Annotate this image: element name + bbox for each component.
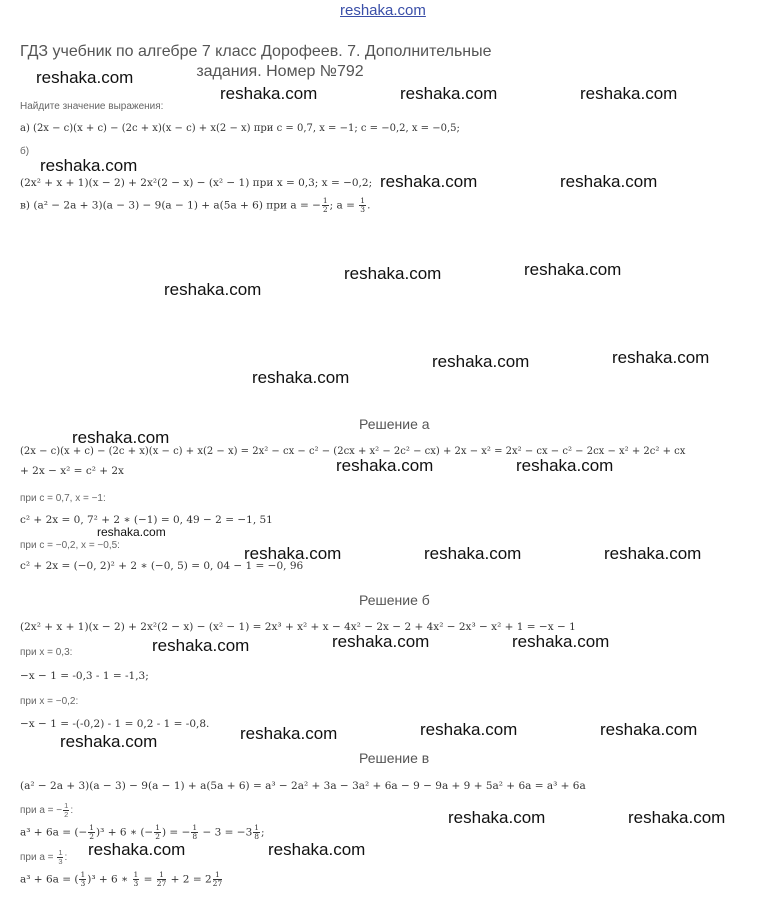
watermark: reshaka.com [332,632,430,651]
fraction [79,871,86,888]
fraction [154,824,161,841]
watermark: reshaka.com [164,280,262,299]
task-c-prefix: в) (a² − 2a + 3)(a − 3) − 9(a − 1) + a(5a + 6) при a = − [20,199,321,212]
task-c-suffix: . [367,199,371,212]
fraction [157,871,167,888]
task-b: (2x² + x + 1)(x − 2) + 2x²(2 − x) − (x² − 1) при x = 0,3; x = −0,2; [20,177,373,189]
calc-part: ) = − [162,826,191,839]
watermark: reshaka.com [60,732,158,751]
watermark: reshaka.com [220,84,318,103]
fraction [63,802,69,819]
watermark: reshaka.com [628,808,726,827]
fraction-den: 3 [133,879,139,888]
calc-part: )³ + 6 ∗ [87,873,132,886]
fraction [359,197,366,214]
fraction [88,824,95,841]
task-c [20,197,370,214]
fraction-num: 1 [157,871,167,880]
watermark: reshaka.com [432,352,530,371]
fraction-num: 1 [133,870,139,879]
fraction [322,197,329,214]
watermark: reshaka.com [600,720,698,739]
fraction-den: 27 [212,879,223,888]
solution-b-case-1: при x = 0,3: [20,647,73,658]
watermark: reshaka.com [336,456,434,475]
watermark: reshaka.com [580,84,678,103]
solution-c-calc-2 [20,871,223,888]
solution-b-calc-1: −x − 1 = -0,3 - 1 = -1,3; [20,670,149,682]
fraction-num: 1 [58,848,63,857]
watermark: reshaka.com [424,544,522,563]
solution-c-line-1: (a² − 2a + 3)(a − 3) − 9(a − 1) + a(5a + 6) = a³ − 2a² + 3a − 3a² + 6a − 9 − 9a + 9 + 5a² + 6a = a³ + 6a [20,780,586,792]
solution-b-case-2: при x = −0,2: [20,696,79,707]
task-c-mid: ; a = [329,199,359,212]
fraction-num: 1 [254,823,260,832]
fraction [191,824,198,841]
task-a: а) (2x − c)(x + c) − (2c + x)(x − c) + x(2 − x) при c = 0,7, x = −1; c = −0,2, x = −0,5; [20,123,460,134]
site-link[interactable]: reshaka.com [340,2,426,19]
watermark: reshaka.com [560,172,658,191]
solution-a-calc-2: c² + 2x = (−0, 2)² + 2 ∗ (−0, 5) = 0, 04 − 1 = −0, 96 [20,560,304,572]
task-intro: Найдите значение выражения: [20,101,164,112]
solution-c-calc-1: a³ + 6a = (− $\frac{1}{2}$ )³ + 6 ∗ (− $\frac{1}{2}$ ) = − $\frac{1}{8}$ − 3 = −3 $\frac{1}{8}$ ; [20,823,265,841]
calc-part: a³ + 6a = ( [20,873,79,886]
calc-part: − 3 = −3 [199,826,253,839]
fraction [133,871,140,888]
watermark: reshaka.com [244,544,342,563]
calc-part: + 2 = 2 [167,873,212,886]
solution-c-case-1: при a = − $\frac{1}{2}$ : [20,801,74,819]
calc-part: = [140,873,156,886]
solution-a-line-2: + 2x − x² = c² + 2x [20,465,124,477]
watermark: reshaka.com [40,156,138,175]
watermark: reshaka.com [72,428,170,447]
watermark: reshaka.com [240,724,338,743]
fraction-den: 2 [89,832,95,841]
fraction-num: 1 [64,801,69,810]
solution-a-calc-1: c² + 2x = 0, 7² + 2 ∗ (−1) = 0, 49 − 2 = −1, 51 [20,514,273,526]
watermark: reshaka.com [524,260,622,279]
title-line-2: задания. Номер №792 [196,63,364,80]
fraction-num: 1 [89,823,95,832]
heading-solution-c: Решение в [359,750,430,766]
fraction-den: 2 [64,810,69,819]
solution-c-case-2: при a = $\frac{1}{3}$ : [20,848,68,866]
solution-b-calc-2: −x − 1 = -(-0,2) - 1 = 0,2 - 1 = -0,8. [20,718,210,730]
case-prefix: при a = [20,852,57,864]
fraction-num: 1 [155,823,160,832]
calc-part: a³ + 6a = (− [20,826,88,839]
watermark: reshaka.com [512,632,610,651]
fraction [253,824,260,841]
solution-a-line-1: (2x − c)(x + c) − (2c + x)(x − c) + x(2 − x) = 2x² − cx − c² − (2cx + x² − 2c² − cx) + 2x − x² = 2x² − cx − c² − 2cx − x² + 2c² + cx [20,446,686,457]
fraction-den: 3 [80,879,86,888]
fraction-den: 3 [58,857,63,866]
heading-solution-a: Решение а [359,416,430,432]
watermark: reshaka.com [400,84,498,103]
watermark: reshaka.com [152,636,250,655]
fraction [213,871,223,888]
watermark: reshaka.com [380,172,478,191]
watermark: reshaka.com [448,808,546,827]
watermark: reshaka.com [36,68,134,87]
fraction-den: 3 [360,205,366,214]
fraction-num: 1 [192,823,198,832]
fraction [57,849,63,866]
title-line-1: ГДЗ учебник по алгебре 7 класс Дорофеев. 7. Дополнительные [20,43,492,60]
solution-a-case-1: при c = 0,7, x = −1: [20,493,106,504]
fraction-num: 1 [213,871,223,880]
watermark: reshaka.com [420,720,518,739]
watermark: reshaka.com [252,368,350,387]
calc-part: )³ + 6 ∗ (− [96,826,154,839]
fraction-den: 8 [192,832,198,841]
fraction-den: 2 [322,205,328,214]
heading-solution-b: Решение б [359,592,430,608]
fraction-den: 8 [254,832,260,841]
watermark: reshaka.com [604,544,702,563]
solution-b-line-1: (2x² + x + 1)(x − 2) + 2x²(2 − x) − (x² − 1) = 2x³ + x² + x − 4x² − 2x − 2 + 4x² − 2x³ − x² + 1 = −x − 1 [20,621,576,633]
fraction-num: 1 [322,196,328,205]
watermark: reshaka.com [516,456,614,475]
fraction-den: 27 [156,879,167,888]
case-prefix: при a = − [20,805,63,817]
watermark: reshaka.com [612,348,710,367]
task-b-label: б) [20,146,30,157]
watermark: reshaka.com [344,264,442,283]
watermark: reshaka.com [97,525,166,539]
solution-a-case-2: при c = −0,2, x = −0,5: [20,540,120,551]
fraction-num: 1 [80,870,86,879]
watermark: reshaka.com [88,840,186,859]
fraction-num: 1 [360,196,366,205]
watermark: reshaka.com [268,840,366,859]
fraction-den: 2 [155,832,160,841]
